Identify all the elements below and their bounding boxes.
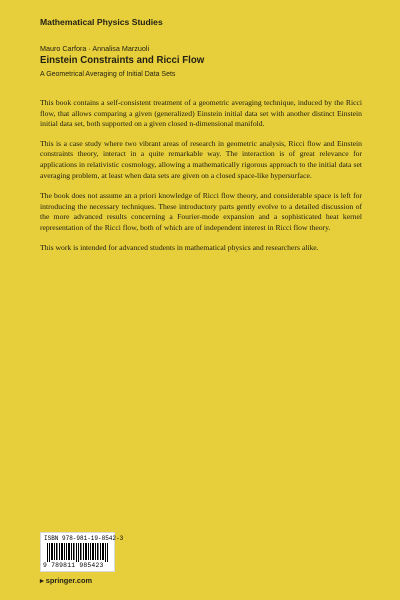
barcode-number: 9 789811 985423 xyxy=(43,562,104,569)
arrow-right-icon: ▸ xyxy=(40,576,44,585)
series-name: Mathematical Physics Studies xyxy=(40,17,163,27)
blurb-paragraph-1: This book contains a self-consistent treatment of a geometric averaging technique, induced by the Ricci flow, that allows comparing a given (generalized) Einstein initial data set with another distinct Einstein initial data set, both supported on a given closed n-dimensional manifold. xyxy=(40,98,362,129)
blurb xyxy=(40,98,362,262)
barcode-bars-icon xyxy=(47,543,109,562)
barcode xyxy=(40,532,124,572)
publisher-url: springer.com xyxy=(45,576,93,585)
authors: Mauro Carfora · Annalisa Marzuoli xyxy=(40,44,150,53)
blurb-paragraph-4: This work is intended for advanced students in mathematical physics and researchers alike. xyxy=(40,242,319,252)
publisher-link[interactable] xyxy=(40,576,92,585)
book-title: Einstein Constraints and Ricci Flow xyxy=(40,54,205,66)
blurb-paragraph-3: The book does not assume an a priori knowledge of Ricci flow theory, and considerable space is left for introducing the necessary techniques. These introductory parts gently evolve to a detailed discussion of the more advanced results concerning a Fourier-mode expansion and a sophisticated heat kernel representation of the Ricci flow, both of which are of independent interest in Ricci flow theory. xyxy=(40,191,362,232)
isbn-label: ISBN 978-981-19-8542-3 xyxy=(44,535,124,542)
book-subtitle: A Geometrical Averaging of Initial Data Sets xyxy=(40,69,176,78)
blurb-paragraph-2: This is a case study where two vibrant areas of research in geometric analysis, Ricci flow and Einstein constraints theory, interact in a quite remarkable way. The interaction is of great relevance for applications in relativistic cosmology, allowing a mathematically rigorous approach to the initial data set averaging problem, at least when data sets are given on a closed space-like hypersurface. xyxy=(40,138,362,180)
